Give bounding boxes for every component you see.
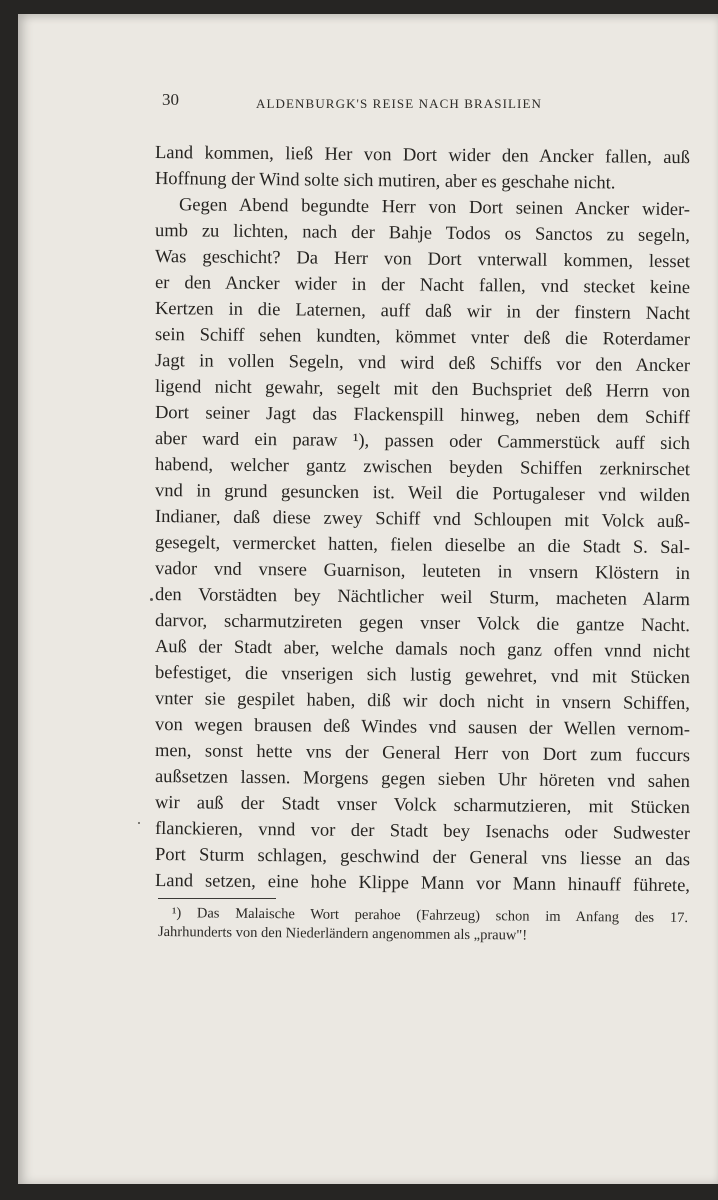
text-line: befestiget, die vnserigen sich lustig gewehret, vnd mit Stücken: [154, 663, 691, 689]
text-line: Land setzen, eine hohe Klippe Mann vor Mann hinauff führete,: [154, 871, 691, 897]
text-line: außsetzen lassen. Morgens gegen sieben Uhr höreten vnd sahen: [154, 767, 691, 793]
text-line: habend, welcher gantz zwischen beyden Schiffen zerknirschet: [154, 455, 691, 481]
paper-speck: [138, 822, 140, 824]
text-line: aber ward ein paraw ¹), passen oder Cammerstück auff sich: [154, 429, 691, 455]
text-line: Gegen Abend begundte Herr von Dort seinen Ancker wider-: [178, 195, 691, 221]
text-line: gesegelt, vermercket hatten, fielen dieselbe an die Stadt S. Sal-: [154, 533, 691, 559]
text-line: von wegen brausen deß Windes vnd sausen der Wellen vernom-: [154, 715, 691, 741]
text-line: Was geschicht? Da Herr von Dort vnterwall kommen, lesset: [154, 247, 691, 273]
footnote-line: Jahrhunderts von den Niederländern angenommen als „prauw"!: [157, 924, 528, 944]
text-line: Port Sturm schlagen, geschwind der General vns liesse an das: [154, 845, 691, 871]
text-line: men, sonst hette vns der General Herr von Dort zum fuccurs: [154, 741, 691, 767]
body-text: [154, 140, 691, 897]
text-line: Dort seiner Jagt das Flackenspill hinweg, neben dem Schiff: [154, 403, 691, 429]
paper-speck: [150, 598, 153, 601]
text-line: Jagt in vollen Segeln, vnd wird deß Schiffs vor den Ancker: [154, 351, 691, 377]
text-line: wir auß der Stadt vnser Volck scharmutzieren, mit Stücken: [154, 793, 691, 819]
running-title: ALDENBURGK'S REISE NACH BRASILIEN: [256, 96, 543, 111]
text-line: sein Schiff sehen kundten, kömmet vnter deß die Roterdamer: [154, 325, 691, 351]
page-header: [162, 90, 682, 120]
text-line: Auß der Stadt aber, welche damals noch ganz offen vnnd nicht: [154, 637, 691, 663]
text-line: ligend nicht gewahr, segelt mit den Buchspriet deß Herrn von: [154, 377, 691, 403]
footnotes: [158, 904, 688, 942]
text-line: Hoffnung der Wind solte sich mutiren, aber es geschahe nicht.: [154, 169, 616, 194]
footnote-line: ¹) Das Malaische Wort perahoe (Fahrzeug) schon im Anfang des 17.: [171, 905, 689, 927]
text-line: darvor, scharmutzireten gegen vnser Volck die gantze Nacht.: [154, 611, 691, 637]
text-line: umb zu lichten, nach der Bahje Todos os Sanctos zu segeln,: [154, 221, 691, 247]
text-line: vador vnd vnsere Guarnison, leuteten in vnsern Klöstern in: [154, 559, 691, 585]
text-line: Indianer, daß diese zwey Schiff vnd Schloupen mit Volck auß-: [154, 507, 691, 533]
text-line: vnter sie gespilet haben, diß wir doch nicht in vnsern Schiffen,: [154, 689, 691, 715]
text-line: Land kommen, ließ Her von Dort wider den Ancker fallen, auß: [154, 143, 691, 169]
footnote-divider: [158, 898, 276, 899]
text-line: den Vorstädten bey Nächtlicher weil Sturm, macheten Alarm: [154, 585, 691, 611]
page-number: 30: [162, 90, 179, 109]
text-line: Kertzen in die Laternen, auff daß wir in der finstern Nacht: [154, 299, 691, 325]
text-line: vnd in grund gesuncken ist. Weil die Portugaleser vnd wilden: [154, 481, 691, 507]
text-line: flanckieren, vnnd vor der Stadt bey Isenachs oder Sudwester: [154, 819, 691, 845]
text-line: er den Ancker wider in der Nacht fallen, vnd stecket keine: [154, 273, 691, 299]
